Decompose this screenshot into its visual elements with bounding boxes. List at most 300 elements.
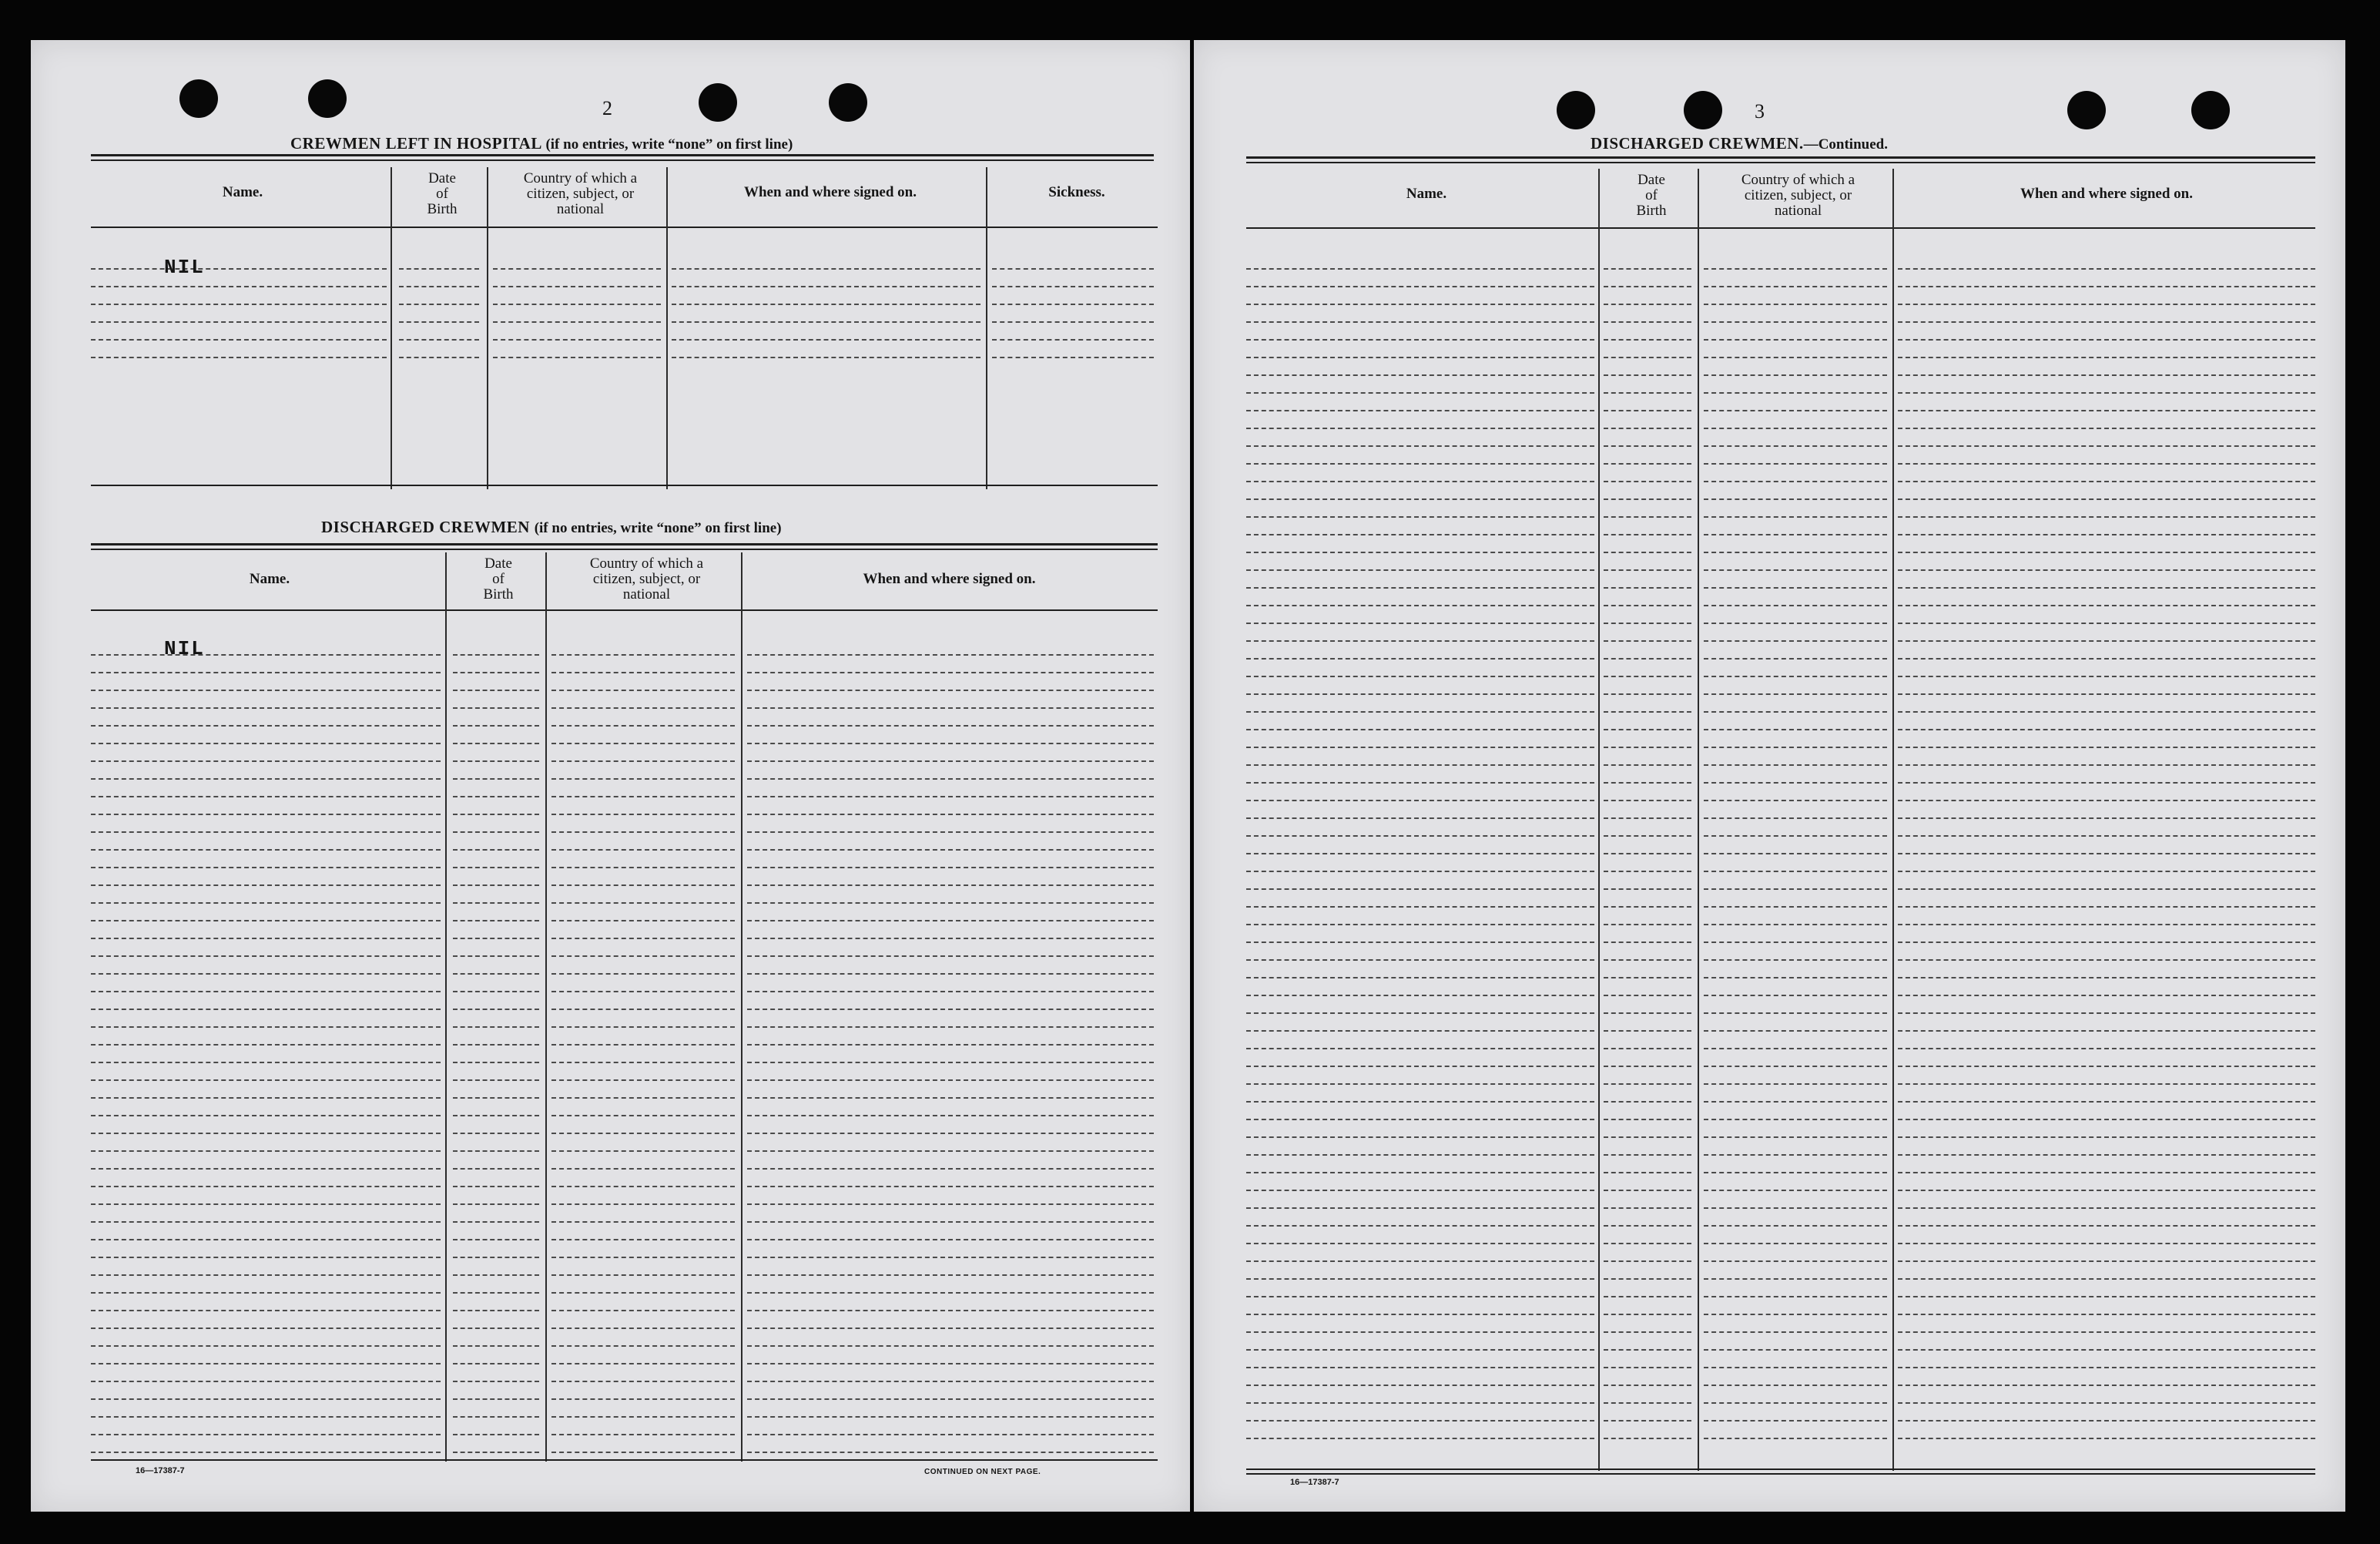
ruled-line xyxy=(1704,304,1887,305)
ruled-line xyxy=(1898,605,2315,606)
ruled-line xyxy=(1246,1402,1594,1404)
ruled-line xyxy=(1604,942,1691,943)
ruled-line xyxy=(551,1434,735,1435)
rule xyxy=(1246,162,2315,163)
ruled-line xyxy=(1704,1101,1887,1103)
ruled-line xyxy=(1898,871,2315,872)
hospital-section-title: CREWMEN LEFT IN HOSPITAL (if no entries, write “none” on first line) xyxy=(290,134,793,153)
ruled-line xyxy=(91,321,387,323)
ruled-line xyxy=(453,778,539,780)
ruled-line xyxy=(1898,1385,2315,1386)
form-page-3 xyxy=(1194,40,2345,1512)
ruled-line xyxy=(453,955,539,957)
ruled-line xyxy=(1604,1420,1691,1421)
ruled-line xyxy=(747,1239,1154,1240)
ruled-line xyxy=(1704,1243,1887,1244)
form-number: 16—17387-7 xyxy=(136,1466,185,1475)
ruled-line xyxy=(91,1062,441,1063)
col-dob: Date of Birth xyxy=(483,556,514,602)
ruled-line xyxy=(1246,1331,1594,1333)
ruled-line xyxy=(1898,1278,2315,1280)
ruled-line xyxy=(453,743,539,744)
ruled-line xyxy=(1604,357,1691,358)
ruled-line xyxy=(1604,1012,1691,1014)
ruled-line xyxy=(1704,1314,1887,1315)
ruled-line xyxy=(1246,1278,1594,1280)
ruled-line xyxy=(453,867,539,868)
ruled-line xyxy=(453,1203,539,1205)
rule xyxy=(91,609,1158,611)
ruled-line xyxy=(1898,1367,2315,1368)
ruled-line xyxy=(1898,481,2315,482)
col-name: Name. xyxy=(249,571,290,587)
discharged-entry: NIL xyxy=(164,637,205,660)
ruled-line xyxy=(453,672,539,673)
ruled-line xyxy=(747,778,1154,780)
ruled-line xyxy=(672,268,980,270)
ruled-line xyxy=(1246,463,1594,465)
ruled-line xyxy=(1604,977,1691,978)
ruled-line xyxy=(1898,1136,2315,1138)
ruled-line xyxy=(1898,888,2315,890)
ruled-line xyxy=(747,707,1154,709)
ruled-line xyxy=(1898,498,2315,500)
ruled-line xyxy=(747,867,1154,868)
ruled-line xyxy=(1246,304,1594,305)
ruled-line xyxy=(91,1221,441,1223)
ruled-line xyxy=(551,743,735,744)
ruled-line xyxy=(1604,428,1691,429)
ruled-line xyxy=(551,796,735,797)
ruled-line xyxy=(747,672,1154,673)
ruled-line xyxy=(1704,516,1887,518)
ruled-line xyxy=(1898,1260,2315,1262)
ruled-line xyxy=(1898,516,2315,518)
ruled-line xyxy=(493,357,661,358)
ruled-line xyxy=(1704,729,1887,730)
punch-hole xyxy=(308,79,347,118)
ruled-line xyxy=(747,1274,1154,1276)
ruled-line xyxy=(1604,1278,1691,1280)
ruled-line xyxy=(453,1292,539,1294)
ruled-line xyxy=(747,1257,1154,1258)
ruled-line xyxy=(1704,1331,1887,1333)
ruled-line xyxy=(453,1221,539,1223)
ruled-line xyxy=(1604,1119,1691,1120)
col-name: Name. xyxy=(1406,186,1447,202)
ruled-line xyxy=(551,1133,735,1134)
punch-hole xyxy=(1557,91,1595,129)
ruled-line xyxy=(1604,693,1691,695)
page-number: 2 xyxy=(602,97,612,119)
ruled-line xyxy=(1898,853,2315,854)
rule xyxy=(1246,1468,2315,1470)
ruled-line xyxy=(1246,1385,1594,1386)
ruled-line xyxy=(453,1328,539,1329)
ruled-line xyxy=(747,1398,1154,1400)
ruled-line xyxy=(1704,1172,1887,1173)
ruled-line xyxy=(1246,995,1594,996)
rule xyxy=(91,159,1154,161)
ruled-line xyxy=(453,849,539,851)
ruled-line xyxy=(1246,871,1594,872)
punch-hole xyxy=(699,83,737,122)
ruled-line xyxy=(399,339,479,341)
ruled-line xyxy=(1604,853,1691,854)
ruled-line xyxy=(1704,428,1887,429)
ruled-line xyxy=(992,321,1154,323)
ruled-line xyxy=(1704,817,1887,819)
ruled-line xyxy=(91,778,441,780)
ruled-line xyxy=(1704,321,1887,323)
ruled-line xyxy=(453,1274,539,1276)
ruled-line xyxy=(1898,286,2315,287)
ruled-line xyxy=(453,920,539,921)
ruled-line xyxy=(1604,640,1691,642)
column-divider xyxy=(487,167,488,489)
ruled-line xyxy=(1604,1349,1691,1351)
ruled-line xyxy=(453,902,539,904)
ruled-line xyxy=(91,725,441,727)
ruled-line xyxy=(1704,676,1887,677)
ruled-line xyxy=(1704,1385,1887,1386)
ruled-line xyxy=(453,1345,539,1347)
ruled-line xyxy=(551,778,735,780)
ruled-line xyxy=(1246,516,1594,518)
ruled-line xyxy=(91,1274,441,1276)
ruled-line xyxy=(1604,676,1691,677)
ruled-line xyxy=(1604,587,1691,589)
col-signed: When and where signed on. xyxy=(743,184,917,200)
ruled-line xyxy=(551,1398,735,1400)
ruled-line xyxy=(1898,676,2315,677)
ruled-line xyxy=(1246,552,1594,553)
punch-hole xyxy=(829,83,867,122)
ruled-line xyxy=(1898,1331,2315,1333)
col-name: Name. xyxy=(222,184,263,200)
ruled-line xyxy=(453,796,539,797)
ruled-line xyxy=(551,920,735,921)
ruled-line xyxy=(551,1009,735,1010)
ruled-line xyxy=(399,304,479,305)
ruled-line xyxy=(1246,392,1594,394)
ruled-line xyxy=(1704,1296,1887,1297)
col-dob: Date of Birth xyxy=(1636,172,1667,219)
ruled-line xyxy=(1604,1190,1691,1191)
ruled-line xyxy=(1246,374,1594,376)
ruled-line xyxy=(1898,924,2315,925)
rule xyxy=(91,549,1158,550)
ruled-line xyxy=(747,1328,1154,1329)
ruled-line xyxy=(1246,747,1594,748)
ruled-line xyxy=(1604,817,1691,819)
ruled-line xyxy=(1898,1438,2315,1439)
ruled-line xyxy=(1246,1296,1594,1297)
ruled-line xyxy=(1246,1136,1594,1138)
ruled-line xyxy=(1704,1278,1887,1280)
ruled-line xyxy=(1246,1048,1594,1049)
ruled-line xyxy=(1704,1119,1887,1120)
ruled-line xyxy=(1704,410,1887,411)
ruled-line xyxy=(1604,658,1691,660)
form-page-2 xyxy=(31,40,1190,1512)
ruled-line xyxy=(453,1239,539,1240)
ruled-line xyxy=(1704,569,1887,571)
rule xyxy=(91,543,1158,545)
ruled-line xyxy=(1704,268,1887,270)
ruled-line xyxy=(1898,782,2315,784)
ruled-line xyxy=(1704,1225,1887,1227)
ruled-line xyxy=(453,938,539,939)
ruled-line xyxy=(399,286,479,287)
ruled-line xyxy=(747,1150,1154,1152)
ruled-line xyxy=(1246,410,1594,411)
ruled-line xyxy=(1604,711,1691,713)
discharged-section-title: DISCHARGED CREWMEN (if no entries, write “none” on first line) xyxy=(321,518,782,536)
ruled-line xyxy=(1604,1083,1691,1085)
ruled-line xyxy=(551,1026,735,1028)
ruled-line xyxy=(551,831,735,833)
ruled-line xyxy=(1246,1066,1594,1067)
ruled-line xyxy=(551,1292,735,1294)
col-dob: Date of Birth xyxy=(427,170,458,217)
ruled-line xyxy=(1246,498,1594,500)
ruled-line xyxy=(1898,587,2315,589)
ruled-line xyxy=(1246,800,1594,801)
ruled-line xyxy=(747,1363,1154,1364)
ruled-line xyxy=(551,938,735,939)
ruled-line xyxy=(1604,1172,1691,1173)
ruled-line xyxy=(1604,321,1691,323)
ruled-line xyxy=(91,991,441,992)
ruled-line xyxy=(1246,1314,1594,1315)
ruled-line xyxy=(1604,747,1691,748)
ruled-line xyxy=(551,1079,735,1081)
ruled-line xyxy=(1246,481,1594,482)
hospital-entry: NIL xyxy=(164,256,205,279)
ruled-line xyxy=(91,1079,441,1081)
ruled-line xyxy=(1704,1367,1887,1368)
ruled-line xyxy=(91,1186,441,1187)
ruled-line xyxy=(551,1168,735,1170)
ruled-line xyxy=(1898,1066,2315,1067)
ruled-line xyxy=(551,1381,735,1382)
ruled-line xyxy=(453,991,539,992)
ruled-line xyxy=(91,1257,441,1258)
ruled-line xyxy=(551,1115,735,1116)
ruled-line xyxy=(91,849,441,851)
ruled-line xyxy=(1246,817,1594,819)
ruled-line xyxy=(399,268,479,270)
ruled-line xyxy=(1898,1420,2315,1421)
ruled-line xyxy=(1704,623,1887,624)
ruled-line xyxy=(453,1079,539,1081)
ruled-line xyxy=(1898,1296,2315,1297)
ruled-line xyxy=(1898,445,2315,447)
ruled-line xyxy=(1604,1048,1691,1049)
ruled-line xyxy=(1898,693,2315,695)
ruled-line xyxy=(493,339,661,341)
ruled-line xyxy=(747,955,1154,957)
ruled-line xyxy=(747,1452,1154,1453)
ruled-line xyxy=(1604,605,1691,606)
ruled-line xyxy=(1898,995,2315,996)
ruled-line xyxy=(1898,1101,2315,1103)
ruled-line xyxy=(1604,339,1691,341)
ruled-line xyxy=(747,1186,1154,1187)
ruled-line xyxy=(1604,1296,1691,1297)
ruled-line xyxy=(1604,1243,1691,1244)
column-divider xyxy=(986,167,987,489)
ruled-line xyxy=(1898,392,2315,394)
ruled-line xyxy=(1704,1420,1887,1421)
ruled-line xyxy=(747,1310,1154,1311)
ruled-line xyxy=(1704,1438,1887,1439)
ruled-line xyxy=(1604,392,1691,394)
ruled-line xyxy=(1704,463,1887,465)
ruled-line xyxy=(747,884,1154,886)
ruled-line xyxy=(1898,817,2315,819)
ruled-line xyxy=(1604,1438,1691,1439)
ruled-line xyxy=(399,321,479,323)
ruled-line xyxy=(1604,304,1691,305)
ruled-line xyxy=(1604,445,1691,447)
ruled-line xyxy=(1604,623,1691,624)
ruled-line xyxy=(1898,1012,2315,1014)
ruled-line xyxy=(1898,552,2315,553)
ruled-line xyxy=(453,690,539,691)
ruled-line xyxy=(1246,835,1594,837)
ruled-line xyxy=(1604,1207,1691,1209)
ruled-line xyxy=(1704,764,1887,766)
column-divider xyxy=(445,552,447,1462)
ruled-line xyxy=(1246,906,1594,908)
ruled-line xyxy=(1604,906,1691,908)
col-country: Country of which a citizen, subject, or national xyxy=(1741,172,1855,219)
punch-hole xyxy=(2191,91,2230,129)
ruled-line xyxy=(747,973,1154,975)
column-divider xyxy=(1892,169,1894,1471)
ruled-line xyxy=(747,920,1154,921)
ruled-line xyxy=(1246,534,1594,535)
ruled-line xyxy=(1898,1314,2315,1315)
ruled-line xyxy=(1246,428,1594,429)
col-signed: When and where signed on. xyxy=(2020,186,2193,202)
ruled-line xyxy=(1246,339,1594,341)
ruled-line xyxy=(1704,445,1887,447)
ruled-line xyxy=(1246,853,1594,854)
ruled-line xyxy=(1604,552,1691,553)
ruled-line xyxy=(1704,1190,1887,1191)
ruled-line xyxy=(1704,1030,1887,1032)
ruled-line xyxy=(747,849,1154,851)
ruled-line xyxy=(1704,906,1887,908)
ruled-line xyxy=(551,1363,735,1364)
ruled-line xyxy=(992,268,1154,270)
ruled-line xyxy=(1898,304,2315,305)
ruled-line xyxy=(1246,321,1594,323)
ruled-line xyxy=(1898,463,2315,465)
ruled-line xyxy=(453,725,539,727)
ruled-line xyxy=(453,831,539,833)
ruled-line xyxy=(1704,1260,1887,1262)
ruled-line xyxy=(453,654,539,656)
col-sickness: Sickness. xyxy=(1048,184,1105,200)
ruled-line xyxy=(453,707,539,709)
ruled-line xyxy=(1246,1260,1594,1262)
ruled-line xyxy=(747,1292,1154,1294)
ruled-line xyxy=(493,268,661,270)
ruled-line xyxy=(747,1345,1154,1347)
ruled-line xyxy=(1704,481,1887,482)
ruled-line xyxy=(1604,498,1691,500)
ruled-line xyxy=(551,955,735,957)
ruled-line xyxy=(1604,463,1691,465)
ruled-line xyxy=(747,831,1154,833)
ruled-line xyxy=(1898,747,2315,748)
ruled-line xyxy=(91,1115,441,1116)
ruled-line xyxy=(1898,321,2315,323)
ruled-line xyxy=(747,1168,1154,1170)
ruled-line xyxy=(551,1310,735,1311)
ruled-line xyxy=(1704,1012,1887,1014)
ruled-line xyxy=(747,1221,1154,1223)
ruled-line xyxy=(453,1398,539,1400)
ruled-line xyxy=(1704,711,1887,713)
rule xyxy=(1246,227,2315,229)
punch-hole xyxy=(179,79,218,118)
col-country: Country of which a citizen, subject, or national xyxy=(523,170,638,217)
ruled-line xyxy=(453,814,539,815)
ruled-line xyxy=(1898,374,2315,376)
ruled-line xyxy=(1604,1385,1691,1386)
ruled-line xyxy=(747,938,1154,939)
ruled-line xyxy=(1704,1402,1887,1404)
ruled-line xyxy=(1898,1172,2315,1173)
ruled-line xyxy=(747,654,1154,656)
ruled-line xyxy=(747,814,1154,815)
ruled-line xyxy=(91,286,387,287)
ruled-line xyxy=(453,1310,539,1311)
ruled-line xyxy=(1604,1101,1691,1103)
ruled-line xyxy=(1704,1083,1887,1085)
ruled-line xyxy=(1704,640,1887,642)
ruled-line xyxy=(1604,374,1691,376)
ruled-line xyxy=(1604,1136,1691,1138)
ruled-line xyxy=(1704,286,1887,287)
ruled-line xyxy=(91,1416,441,1418)
ruled-line xyxy=(747,725,1154,727)
ruled-line xyxy=(493,286,661,287)
ruled-line xyxy=(747,1434,1154,1435)
ruled-line xyxy=(1704,835,1887,837)
punch-hole xyxy=(1684,91,1722,129)
ruled-line xyxy=(1246,658,1594,660)
column-divider xyxy=(741,552,742,1462)
discharged-continued-title: DISCHARGED CREWMEN.—Continued. xyxy=(1591,134,1888,153)
ruled-line xyxy=(1246,445,1594,447)
ruled-line xyxy=(1898,1154,2315,1156)
ruled-line xyxy=(453,1026,539,1028)
ruled-line xyxy=(1704,498,1887,500)
ruled-line xyxy=(1246,782,1594,784)
ruled-line xyxy=(453,1150,539,1152)
ruled-line xyxy=(747,1115,1154,1116)
ruled-line xyxy=(1604,764,1691,766)
ruled-line xyxy=(453,1009,539,1010)
ruled-line xyxy=(91,1168,441,1170)
ruled-line xyxy=(1604,924,1691,925)
